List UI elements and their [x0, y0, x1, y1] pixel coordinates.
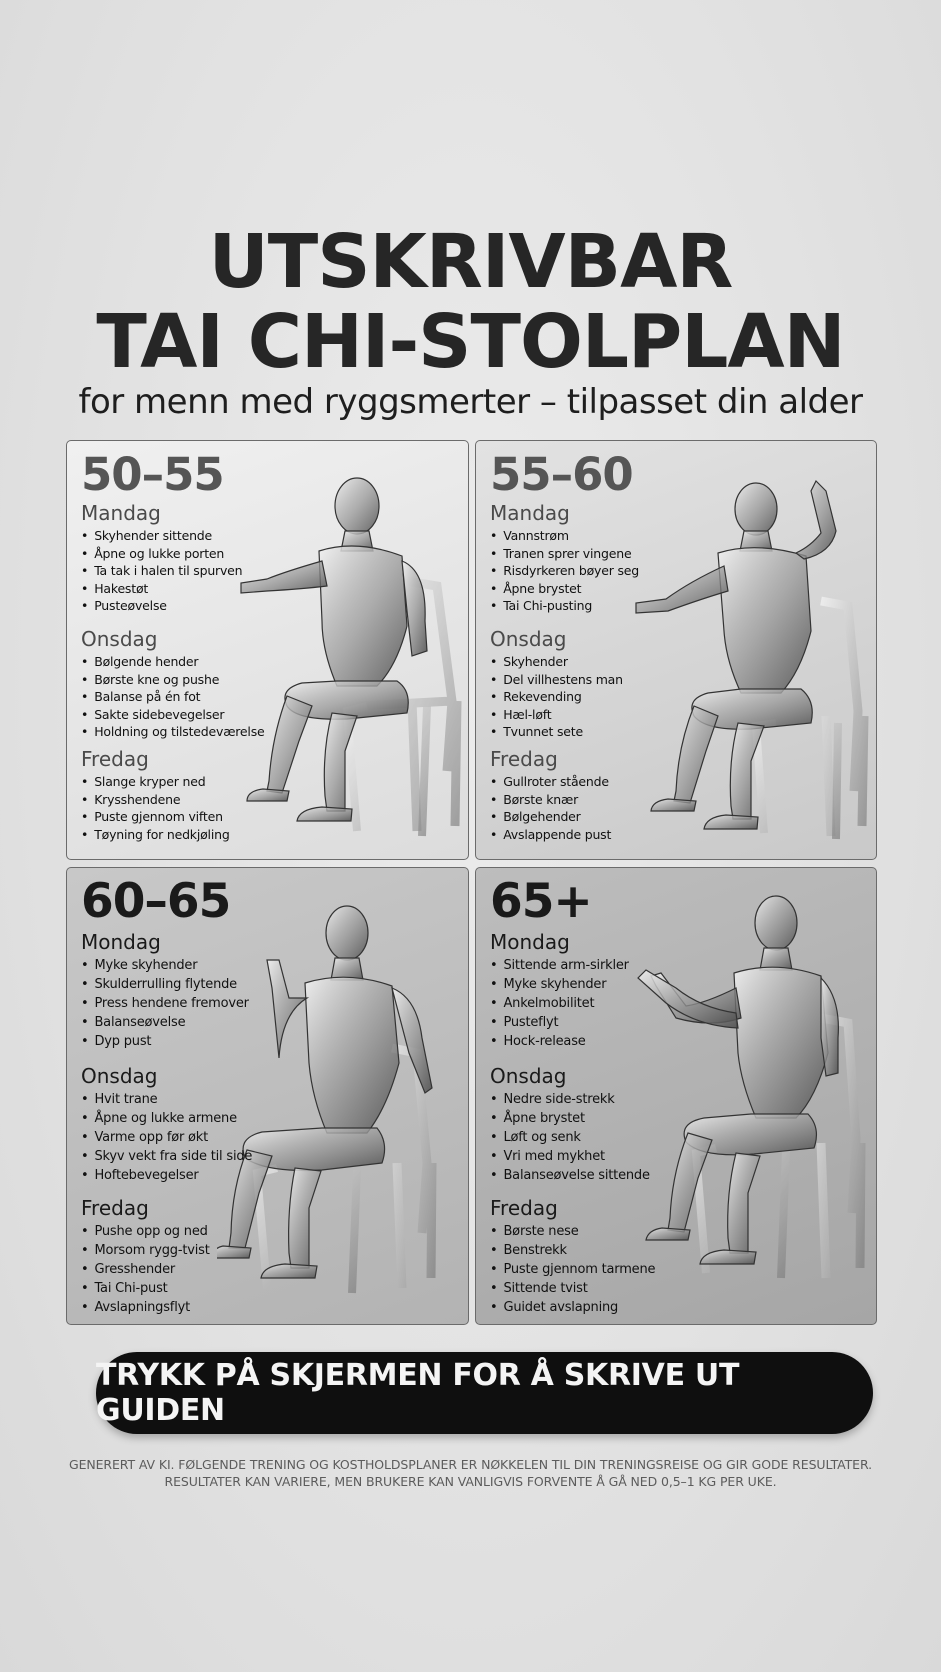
disclaimer-line1: GENERERT AV KI. FØLGENDE TRENING OG KOSTHOLDSPLANER ER NØKKELEN TIL DIN TRENINGSREISE OG GIR GODE RESULTATER. [68, 1457, 872, 1472]
list-item: • Vri med mykhet [490, 1147, 650, 1166]
exercise-list-wednesday [81, 653, 265, 741]
list-item: • Avslappende pust [490, 826, 611, 844]
page-title-line1: UTSKRIVBAR [208, 219, 733, 305]
page-subtitle: for menn med ryggsmerter – tilpasset din alder [78, 382, 863, 422]
list-item: • Sakte sidebevegelser [81, 706, 265, 724]
exercise-list-friday [81, 773, 230, 843]
list-item: • Pushe opp og ned [81, 1222, 210, 1241]
list-item: • Morsom rygg-tvist [81, 1241, 210, 1260]
day-label-wednesday: Onsdag [81, 1064, 158, 1088]
list-item: • Tøyning for nedkjøling [81, 826, 230, 844]
day-label-monday: Mondag [81, 930, 161, 954]
exercise-list-monday [81, 956, 249, 1051]
seated-man-figure-icon [227, 451, 467, 851]
list-item: • Skyhender sittende [81, 527, 242, 545]
list-item: • Tranen sprer vingene [490, 545, 639, 563]
list-item: • Myke skyhender [490, 975, 629, 994]
disclaimer-line2: RESULTATER KAN VARIERE, MEN BRUKERE KAN VANLIGVIS FORVENTE Å GÅ NED 0,5–1 KG PER UKE. [164, 1474, 777, 1489]
exercise-list-friday [490, 1222, 655, 1317]
list-item: • Krysshendene [81, 791, 230, 809]
list-item: • Nedre side-strekk [490, 1090, 650, 1109]
list-item: • Rekevending [490, 688, 623, 706]
age-panel-55-60 [475, 440, 877, 860]
exercise-list-monday [490, 527, 639, 615]
age-range-label: 55–60 [490, 448, 633, 501]
list-item: • Bølgende hender [81, 653, 265, 671]
list-item: • Dyp pust [81, 1032, 249, 1051]
day-label-friday: Fredag [81, 1196, 149, 1220]
list-item: • Åpne og lukke armene [81, 1109, 252, 1128]
day-label-monday: Mandag [490, 501, 570, 525]
list-item: • Press hendene fremover [81, 994, 249, 1013]
list-item: • Del villhestens man [490, 671, 623, 689]
day-label-friday: Fredag [490, 747, 558, 771]
print-guide-button[interactable]: TRYKK PÅ SKJERMEN FOR Å SKRIVE UT GUIDEN [96, 1352, 873, 1434]
list-item: • Børste kne og pushe [81, 671, 265, 689]
list-item: • Åpne brystet [490, 1109, 650, 1128]
list-item: • Åpne brystet [490, 580, 639, 598]
list-item: • Slange kryper ned [81, 773, 230, 791]
list-item: • Myke skyhender [81, 956, 249, 975]
list-item: • Skulderrulling flytende [81, 975, 249, 994]
list-item: • Pusteflyt [490, 1013, 629, 1032]
day-label-friday: Fredag [81, 747, 149, 771]
list-item: • Hoftebevegelser [81, 1166, 252, 1185]
list-item: • Børste nese [490, 1222, 655, 1241]
day-label-monday: Mondag [490, 930, 570, 954]
day-label-monday: Mandag [81, 501, 161, 525]
exercise-list-friday [81, 1222, 210, 1317]
list-item: • Tai Chi-pust [81, 1279, 210, 1298]
list-item: • Løft og senk [490, 1128, 650, 1147]
list-item: • Pusteøvelse [81, 597, 242, 615]
list-item: • Sittende arm-sirkler [490, 956, 629, 975]
list-item: • Tai Chi-pusting [490, 597, 639, 615]
day-label-wednesday: Onsdag [490, 1064, 567, 1088]
exercise-list-monday [490, 956, 629, 1051]
list-item: • Ankelmobilitet [490, 994, 629, 1013]
list-item: • Ta tak i halen til spurven [81, 562, 242, 580]
list-item: • Tvunnet sete [490, 723, 623, 741]
exercise-list-wednesday [490, 1090, 650, 1185]
day-label-wednesday: Onsdag [81, 627, 158, 651]
list-item: • Hakestøt [81, 580, 242, 598]
seated-man-figure-icon [626, 461, 876, 851]
age-panel-65-plus [475, 867, 877, 1325]
list-item: • Gullroter stående [490, 773, 611, 791]
day-label-wednesday: Onsdag [490, 627, 567, 651]
list-item: • Vannstrøm [490, 527, 639, 545]
list-item: • Hock-release [490, 1032, 629, 1051]
list-item: • Balanseøvelse [81, 1013, 249, 1032]
exercise-list-wednesday [81, 1090, 252, 1185]
list-item: • Åpne og lukke porten [81, 545, 242, 563]
page-title-line2: TAI CHI-STOLPLAN [96, 299, 845, 385]
list-item: • Skyv vekt fra side til side [81, 1147, 252, 1166]
day-label-friday: Fredag [490, 1196, 558, 1220]
list-item: • Holdning og tilstedeværelse [81, 723, 265, 741]
seated-man-figure-icon [217, 888, 467, 1318]
age-panel-60-65 [66, 867, 469, 1325]
list-item: • Risdyrkeren bøyer seg [490, 562, 639, 580]
list-item: • Balanse på én fot [81, 688, 265, 706]
age-range-label: 50–55 [81, 448, 224, 501]
list-item: • Avslapningsflyt [81, 1298, 210, 1317]
list-item: • Puste gjennom viften [81, 808, 230, 826]
list-item: • Hæl-løft [490, 706, 623, 724]
list-item: • Bølgehender [490, 808, 611, 826]
list-item: • Benstrekk [490, 1241, 655, 1260]
list-item: • Balanseøvelse sittende [490, 1166, 650, 1185]
list-item: • Varme opp før økt [81, 1128, 252, 1147]
list-item: • Hvit trane [81, 1090, 252, 1109]
list-item: • Gresshender [81, 1260, 210, 1279]
exercise-list-monday [81, 527, 242, 615]
exercise-list-wednesday [490, 653, 623, 741]
list-item: • Guidet avslapning [490, 1298, 655, 1317]
age-panel-50-55 [66, 440, 469, 860]
list-item: • Skyhender [490, 653, 623, 671]
age-range-label: 60–65 [81, 874, 231, 929]
list-item: • Børste knær [490, 791, 611, 809]
age-range-label: 65+ [490, 874, 592, 929]
list-item: • Sittende tvist [490, 1279, 655, 1298]
list-item: • Puste gjennom tarmene [490, 1260, 655, 1279]
exercise-list-friday [490, 773, 611, 843]
